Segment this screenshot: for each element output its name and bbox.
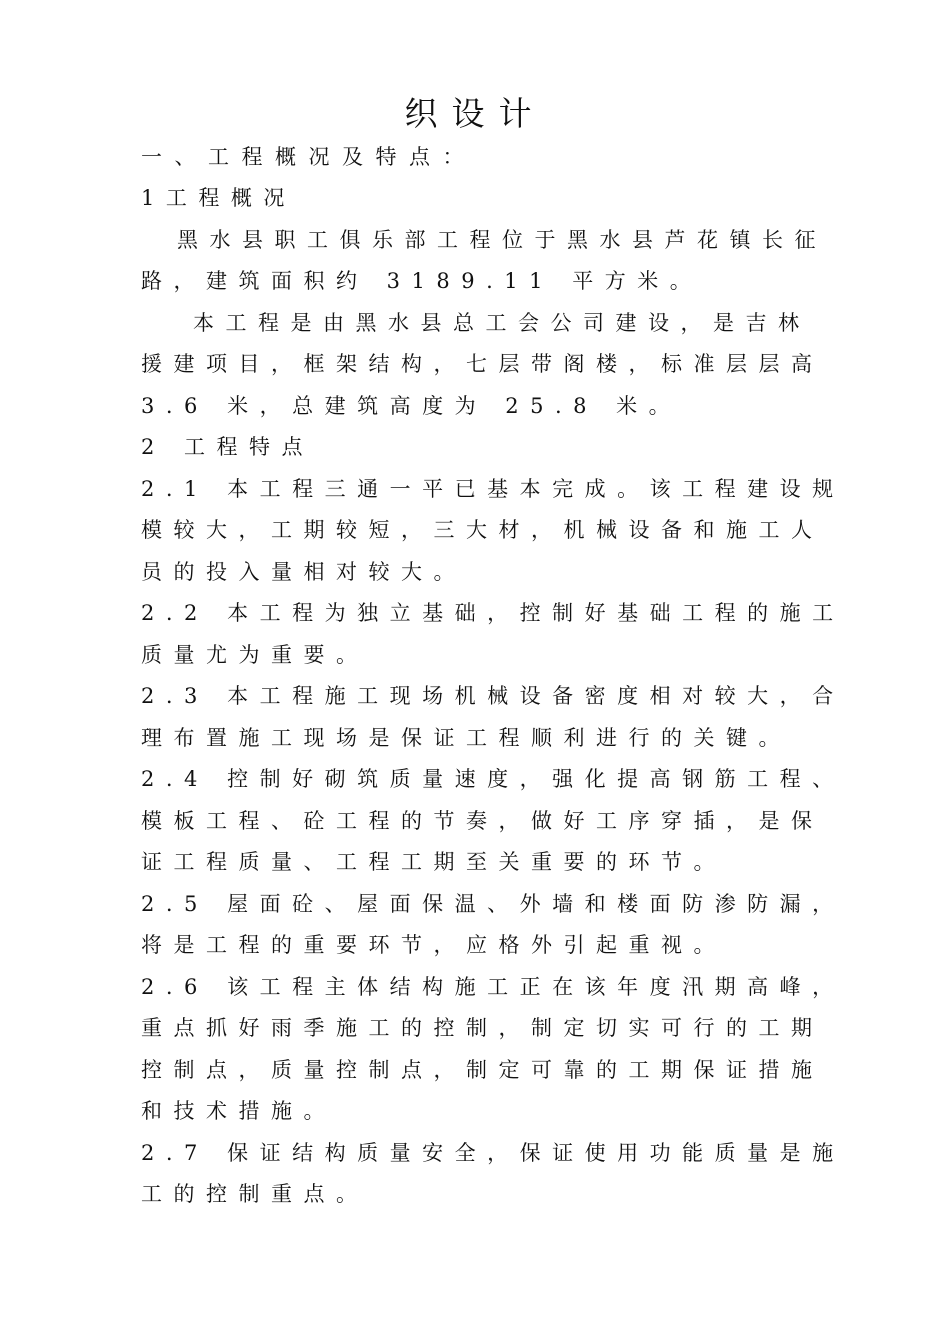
paragraph-line: 控制点，质量控制点，制定可靠的工期保证措施 — [141, 1058, 824, 1082]
paragraph-line: 本工程是由黑水县总工会公司建设，是吉林 — [193, 311, 811, 335]
paragraph-line: 2.7 保证结构质量安全，保证使用功能质量是施 — [141, 1141, 845, 1165]
paragraph-line: 2.2 本工程为独立基础，控制好基础工程的施工 — [141, 601, 845, 625]
paragraph-line: 2.4 控制好砌筑质量速度，强化提高钢筋工程、 — [141, 767, 845, 791]
paragraph-line: 2.5 屋面砼、屋面保温、外墙和楼面防渗防漏， — [141, 892, 845, 916]
paragraph-line: 和技术措施。 — [141, 1099, 336, 1123]
paragraph-line: 工的控制重点。 — [141, 1182, 369, 1206]
paragraph-line: 2.3 本工程施工现场机械设备密度相对较大，合 — [141, 684, 845, 708]
section-heading-overview: 一、工程概况及特点： — [141, 145, 476, 169]
paragraph-line: 路，建筑面积约 3189.11 平方米。 — [141, 269, 703, 293]
paragraph-line: 员的投入量相对较大。 — [141, 560, 466, 584]
paragraph-line: 证工程质量、工程工期至关重要的环节。 — [141, 850, 726, 874]
paragraph-line: 质量尤为重要。 — [141, 643, 369, 667]
paragraph-line: 将是工程的重要环节，应格外引起重视。 — [141, 933, 726, 957]
paragraph-line: 模板工程、砼工程的节奏，做好工序穿插，是保 — [141, 809, 824, 833]
subheading-project-overview: 1工程概况 — [141, 186, 296, 210]
paragraph-line: 黑水县职工俱乐部工程位于黑水县芦花镇长征 — [177, 228, 827, 252]
paragraph-line: 理布置施工现场是保证工程顺利进行的关键。 — [141, 726, 791, 750]
document-title: 织设计 — [404, 94, 546, 133]
paragraph-line: 2.6 该工程主体结构施工正在该年度汛期高峰， — [141, 975, 845, 999]
paragraph-line: 模较大，工期较短，三大材，机械设备和施工人 — [141, 518, 824, 542]
subheading-project-features: 2 工程特点 — [141, 435, 315, 459]
paragraph-line: 援建项目，框架结构，七层带阁楼，标准层层高 — [141, 352, 824, 376]
paragraph-line: 2.1 本工程三通一平已基本完成。该工程建设规 — [141, 477, 845, 501]
paragraph-line: 重点抓好雨季施工的控制，制定切实可行的工期 — [141, 1016, 824, 1040]
paragraph-line: 3.6 米，总建筑高度为 25.8 米。 — [141, 394, 682, 418]
